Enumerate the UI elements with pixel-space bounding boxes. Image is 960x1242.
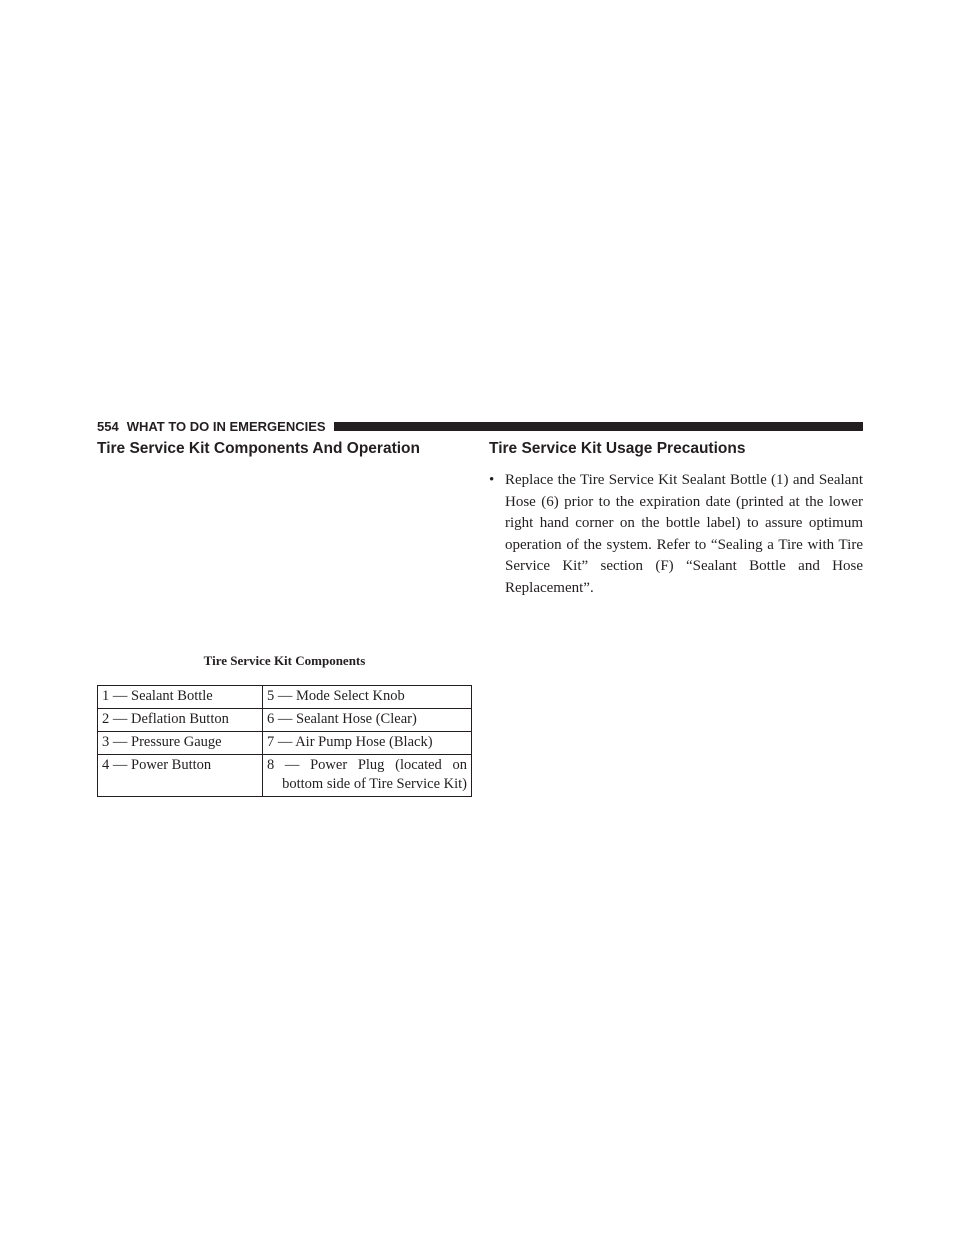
table-cell: 6 — Sealant Hose (Clear): [263, 709, 472, 732]
table-cell: 7 — Air Pump Hose (Black): [263, 732, 472, 755]
bullet-icon: •: [489, 472, 495, 488]
table-cell: 3 — Pressure Gauge: [98, 732, 263, 755]
table-cell: 2 — Deflation Button: [98, 709, 263, 732]
figure-area: [97, 468, 472, 646]
running-header: [97, 419, 863, 433]
list-item-text: Replace the Tire Service Kit Sealant Bottle (1) and Sealant Hose (6) prior to the expiration date (printed at the lower right hand corner on the bottle label) to assure optimum operation of the system. Refer to “Sealing a Tire with Tire Service Kit” section (F) “Sealant Bottle and Hose Replacement”.: [505, 472, 863, 596]
table-row: [98, 732, 472, 755]
components-table: [97, 685, 472, 797]
table-row: [98, 755, 472, 797]
section-title: WHAT TO DO IN EMERGENCIES: [126, 418, 326, 434]
table-cell: 5 — Mode Select Knob: [263, 686, 472, 709]
figure-caption: Tire Service Kit Components: [203, 653, 366, 668]
list-item: [489, 470, 863, 599]
table-row: [98, 686, 472, 709]
precautions-heading: Tire Service Kit Usage Precautions: [489, 440, 746, 457]
table-cell: 4 — Power Button: [98, 755, 263, 797]
table-cell: 8 — Power Plug (located on bottom side of Tire Service Kit): [263, 755, 472, 797]
header-rule: [334, 422, 863, 431]
table-cell: 1 — Sealant Bottle: [98, 686, 263, 709]
components-heading: Tire Service Kit Components And Operation: [97, 440, 420, 457]
page-number: 554: [97, 418, 119, 434]
table-row: [98, 709, 472, 732]
precautions-list: [489, 470, 863, 599]
